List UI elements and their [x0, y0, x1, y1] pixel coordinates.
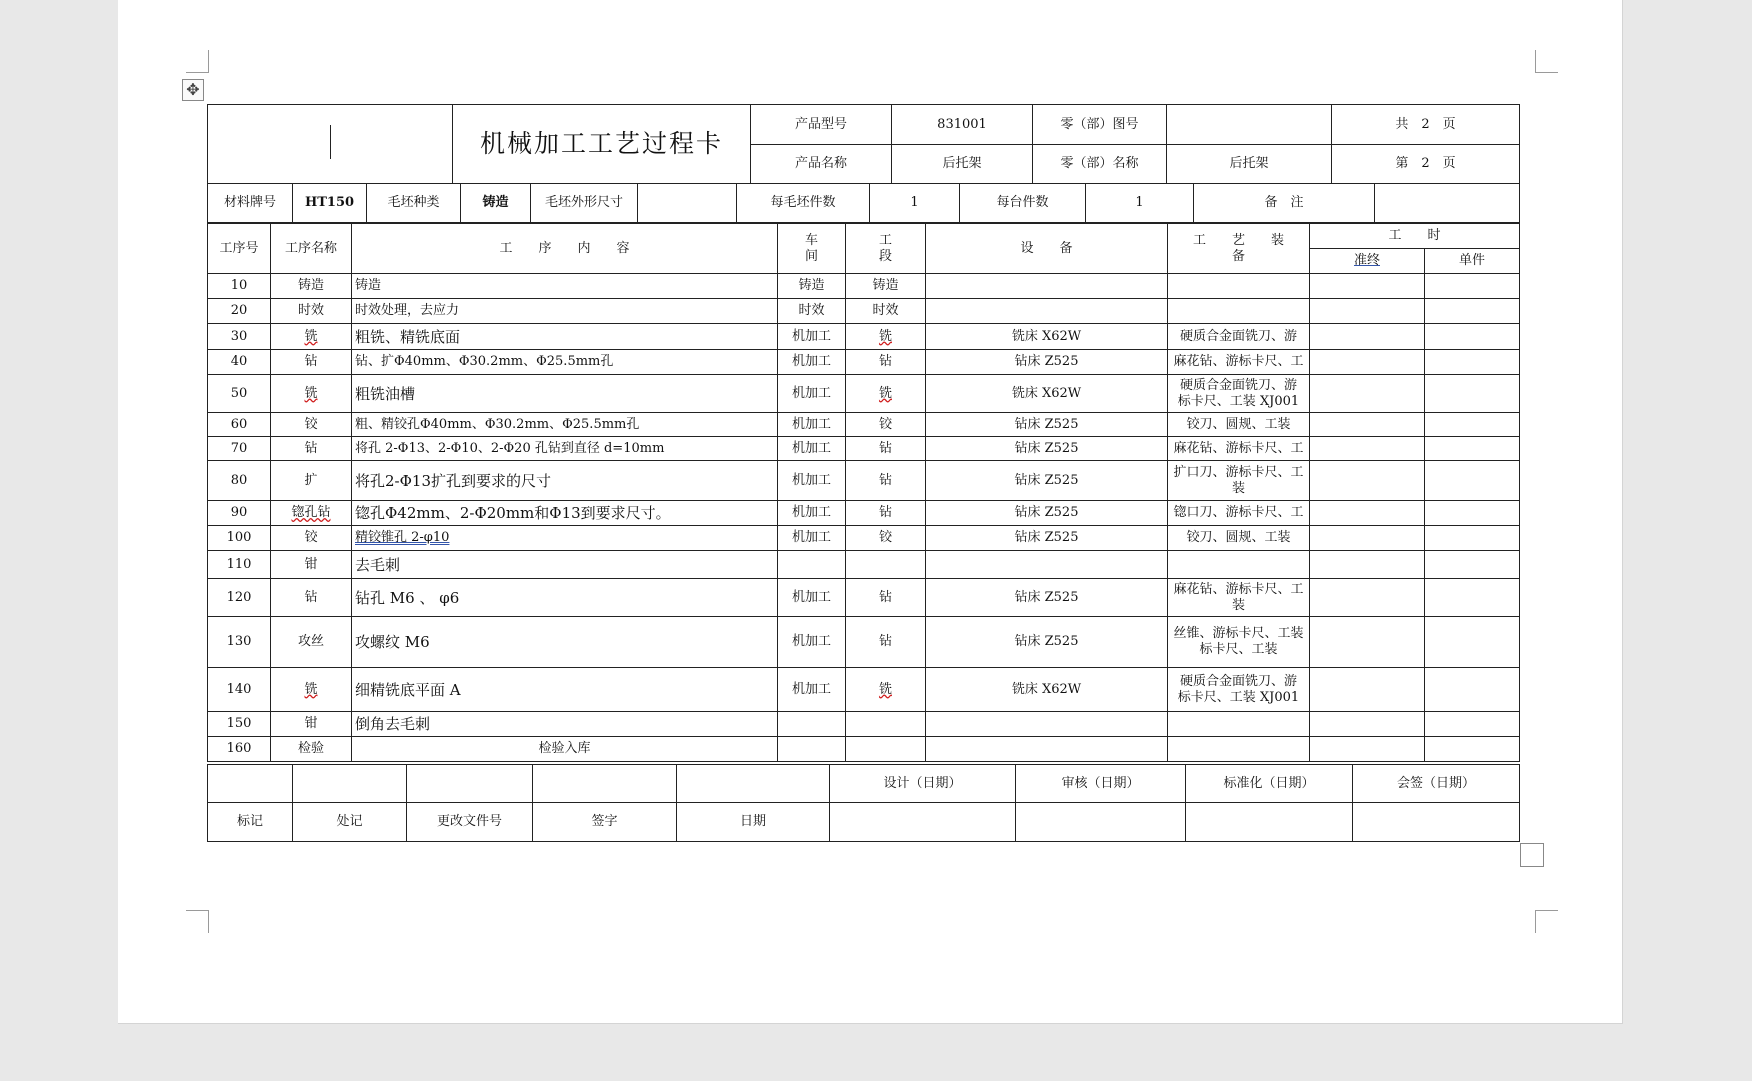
op-content[interactable]: 将孔 2-Φ13、2-Φ10、2-Φ20 孔钻到直径 d=10mm	[352, 437, 778, 461]
op-section[interactable]: 铰	[846, 526, 926, 551]
process-row	[208, 375, 1520, 413]
review-date-value[interactable]	[1016, 803, 1186, 842]
signature-label: 签字	[533, 803, 677, 842]
part-drawing-label: 零（部）图号	[1033, 105, 1167, 145]
op-content[interactable]: 粗铣油槽	[352, 375, 778, 413]
op-number[interactable]: 160	[208, 737, 271, 762]
logo-cell[interactable]	[208, 105, 453, 184]
op-tooling[interactable]: 硬质合金面铣刀、游	[1168, 324, 1310, 350]
op-content[interactable]: 锪孔Φ42mm、2-Φ20mm和Φ13到要求尺寸。	[352, 501, 778, 526]
op-tooling[interactable]: 麻花钻、游标卡尺、工	[1168, 437, 1310, 461]
op-tooling[interactable]: 铰刀、圆规、工装	[1168, 413, 1310, 437]
process-row	[208, 324, 1520, 350]
unit-time[interactable]	[1425, 526, 1520, 551]
op-number[interactable]: 130	[208, 617, 271, 668]
countersign-date-label: 会签（日期）	[1353, 765, 1520, 803]
part-drawing-value[interactable]	[1167, 105, 1332, 145]
pieces-per-blank-label: 每毛坯件数	[737, 184, 870, 223]
unit-time[interactable]	[1425, 712, 1520, 737]
header-table	[207, 104, 1520, 184]
op-tooling[interactable]: 铰刀、圆规、工装	[1168, 526, 1310, 551]
op-workshop[interactable]: 机加工	[778, 668, 846, 712]
op-tooling[interactable]	[1168, 299, 1310, 324]
review-date-label: 审核（日期）	[1016, 765, 1186, 803]
op-number[interactable]: 140	[208, 668, 271, 712]
table-resize-handle[interactable]	[1520, 843, 1544, 867]
op-equipment[interactable]: 钻床 Z525	[926, 617, 1168, 668]
signoff-blank-3[interactable]	[407, 765, 533, 803]
unit-time[interactable]	[1425, 274, 1520, 299]
process-row	[208, 712, 1520, 737]
op-equipment[interactable]: 钻床 Z525	[926, 350, 1168, 375]
op-workshop[interactable]	[778, 551, 846, 579]
unit-time[interactable]	[1425, 299, 1520, 324]
op-tooling[interactable]	[1168, 551, 1310, 579]
part-name-value[interactable]: 后托架	[1167, 145, 1332, 184]
col-unit: 单件	[1425, 249, 1520, 274]
op-workshop[interactable]: 机加工	[778, 350, 846, 375]
op-number[interactable]: 80	[208, 461, 271, 501]
process-row	[208, 350, 1520, 375]
prep-time[interactable]	[1310, 579, 1425, 617]
unit-time[interactable]	[1425, 737, 1520, 762]
op-workshop[interactable]: 机加工	[778, 324, 846, 350]
op-tooling[interactable]: 麻花钻、游标卡尺、工 装	[1168, 579, 1310, 617]
unit-time[interactable]	[1425, 501, 1520, 526]
col-op-name: 工序名称	[271, 224, 352, 274]
margin-mark-top-right	[1535, 50, 1558, 73]
unit-time[interactable]	[1425, 375, 1520, 413]
op-tooling[interactable]: 丝锥、游标卡尺、工装 标卡尺、工装	[1168, 617, 1310, 668]
op-content[interactable]: 检验入库	[352, 737, 778, 762]
op-tooling[interactable]	[1168, 712, 1310, 737]
op-section[interactable]	[846, 712, 926, 737]
op-workshop[interactable]: 机加工	[778, 617, 846, 668]
op-equipment[interactable]: 钻床 Z525	[926, 413, 1168, 437]
col-tooling: 工 艺 装 备	[1168, 224, 1310, 274]
prep-time[interactable]	[1310, 274, 1425, 299]
op-number[interactable]: 110	[208, 551, 271, 579]
op-number[interactable]: 90	[208, 501, 271, 526]
col-op-no: 工序号	[208, 224, 271, 274]
op-name[interactable]: 铣	[271, 375, 352, 413]
op-content[interactable]: 钻孔 M6 、 φ6	[352, 579, 778, 617]
op-equipment[interactable]	[926, 737, 1168, 762]
op-equipment[interactable]: 铣床 X62W	[926, 324, 1168, 350]
op-content[interactable]: 时效处理，去应力	[352, 299, 778, 324]
op-section[interactable]: 钻	[846, 437, 926, 461]
prep-time[interactable]	[1310, 299, 1425, 324]
margin-mark-bottom-right	[1535, 910, 1558, 933]
op-number[interactable]: 10	[208, 274, 271, 299]
process-row	[208, 579, 1520, 617]
op-number[interactable]: 150	[208, 712, 271, 737]
op-name[interactable]: 钳	[271, 551, 352, 579]
prep-time[interactable]	[1310, 324, 1425, 350]
col-hours: 工 时	[1310, 224, 1520, 249]
unit-time[interactable]	[1425, 579, 1520, 617]
process-row	[208, 437, 1520, 461]
col-content: 工 序 内 容	[352, 224, 778, 274]
signoff-blank-1[interactable]	[208, 765, 293, 803]
design-date-label: 设计（日期）	[830, 765, 1016, 803]
op-section[interactable]	[846, 737, 926, 762]
process-row	[208, 617, 1520, 668]
op-tooling[interactable]	[1168, 274, 1310, 299]
process-row	[208, 413, 1520, 437]
op-number[interactable]: 30	[208, 324, 271, 350]
process-row	[208, 526, 1520, 551]
prep-time[interactable]	[1310, 737, 1425, 762]
op-content[interactable]: 铸造	[352, 274, 778, 299]
op-content[interactable]: 倒角去毛刺	[352, 712, 778, 737]
op-section[interactable]: 铣	[846, 668, 926, 712]
process-row	[208, 299, 1520, 324]
op-section[interactable]: 铸造	[846, 274, 926, 299]
op-name[interactable]: 铣	[271, 324, 352, 350]
process-row	[208, 461, 1520, 501]
op-number[interactable]: 20	[208, 299, 271, 324]
op-name[interactable]: 时效	[271, 299, 352, 324]
standardize-date-value[interactable]	[1186, 803, 1353, 842]
op-workshop[interactable]: 机加工	[778, 437, 846, 461]
process-row	[208, 737, 1520, 762]
total-pages: 共 2 页	[1332, 105, 1520, 145]
op-name[interactable]: 扩	[271, 461, 352, 501]
unit-time[interactable]	[1425, 668, 1520, 712]
op-tooling[interactable]: 硬质合金面铣刀、游 标卡尺、工装 XJ001	[1168, 375, 1310, 413]
op-equipment[interactable]: 钻床 Z525	[926, 501, 1168, 526]
op-content[interactable]: 钻、扩Φ40mm、Φ30.2mm、Φ25.5mm孔	[352, 350, 778, 375]
location-label: 处记	[293, 803, 407, 842]
margin-mark-bottom-left	[186, 910, 209, 933]
blank-size-value[interactable]	[638, 184, 737, 223]
op-workshop[interactable]: 机加工	[778, 375, 846, 413]
op-name[interactable]: 锪孔钻	[271, 501, 352, 526]
op-tooling[interactable]: 麻花钻、游标卡尺、工	[1168, 350, 1310, 375]
op-equipment[interactable]	[926, 551, 1168, 579]
part-name-label: 零（部）名称	[1033, 145, 1167, 184]
op-name[interactable]: 铰	[271, 413, 352, 437]
op-content[interactable]: 细精铣底平面 A	[352, 668, 778, 712]
op-content[interactable]: 粗铣、精铣底面	[352, 324, 778, 350]
op-name[interactable]: 铰	[271, 526, 352, 551]
op-workshop[interactable]: 机加工	[778, 526, 846, 551]
op-equipment[interactable]	[926, 299, 1168, 324]
op-section[interactable]: 钻	[846, 350, 926, 375]
countersign-date-value[interactable]	[1353, 803, 1520, 842]
op-name[interactable]: 钳	[271, 712, 352, 737]
op-content[interactable]: 将孔2-Φ13扩孔到要求的尺寸	[352, 461, 778, 501]
op-tooling[interactable]: 扩口刀、游标卡尺、工 装	[1168, 461, 1310, 501]
op-number[interactable]: 60	[208, 413, 271, 437]
signoff-table	[207, 764, 1520, 842]
op-content[interactable]: 攻螺纹 M6	[352, 617, 778, 668]
op-number[interactable]: 120	[208, 579, 271, 617]
op-content[interactable]: 精铰锥孔 2-φ10	[352, 526, 778, 551]
op-name[interactable]: 铣	[271, 668, 352, 712]
op-workshop[interactable]: 铸造	[778, 274, 846, 299]
material-grade-label: 材料牌号	[208, 184, 293, 223]
blank-type-label: 毛坯种类	[367, 184, 461, 223]
op-number[interactable]: 70	[208, 437, 271, 461]
col-section: 工 段	[846, 224, 926, 274]
signoff-blank-2[interactable]	[293, 765, 407, 803]
op-equipment[interactable]: 铣床 X62W	[926, 375, 1168, 413]
op-section[interactable]: 铣	[846, 324, 926, 350]
margin-mark-top-left	[186, 50, 209, 73]
process-table	[207, 223, 1520, 762]
remarks-value[interactable]	[1375, 184, 1520, 223]
op-name[interactable]: 钻	[271, 350, 352, 375]
op-content[interactable]: 粗、精铰孔Φ40mm、Φ30.2mm、Φ25.5mm孔	[352, 413, 778, 437]
unit-time[interactable]	[1425, 413, 1520, 437]
prep-time[interactable]	[1310, 526, 1425, 551]
pieces-per-unit-label: 每台件数	[960, 184, 1086, 223]
op-workshop[interactable]: 机加工	[778, 413, 846, 437]
unit-time[interactable]	[1425, 350, 1520, 375]
op-workshop[interactable]	[778, 737, 846, 762]
page-number: 第 2 页	[1332, 145, 1520, 184]
op-number[interactable]: 40	[208, 350, 271, 375]
op-equipment[interactable]: 钻床 Z525	[926, 437, 1168, 461]
op-section[interactable]: 铣	[846, 375, 926, 413]
prep-time[interactable]	[1310, 350, 1425, 375]
op-number[interactable]: 50	[208, 375, 271, 413]
op-equipment[interactable]	[926, 712, 1168, 737]
prep-time[interactable]	[1310, 501, 1425, 526]
op-section[interactable]: 钻	[846, 579, 926, 617]
text-cursor	[330, 125, 331, 159]
op-section[interactable]: 铰	[846, 413, 926, 437]
op-equipment[interactable]: 钻床 Z525	[926, 579, 1168, 617]
prep-time[interactable]	[1310, 668, 1425, 712]
standardize-date-label: 标准化（日期）	[1186, 765, 1353, 803]
process-row	[208, 551, 1520, 579]
date-label: 日期	[677, 803, 830, 842]
table-move-handle-icon[interactable]: ✥	[182, 79, 204, 101]
process-row	[208, 274, 1520, 299]
op-workshop[interactable]: 机加工	[778, 501, 846, 526]
unit-time[interactable]	[1425, 437, 1520, 461]
material-table	[207, 183, 1520, 223]
pieces-per-blank-value[interactable]: 1	[870, 184, 960, 223]
op-tooling[interactable]: 锪口刀、游标卡尺、工	[1168, 501, 1310, 526]
op-number[interactable]: 100	[208, 526, 271, 551]
op-section[interactable]: 钻	[846, 617, 926, 668]
unit-time[interactable]	[1425, 617, 1520, 668]
product-model-label: 产品型号	[751, 105, 892, 145]
op-equipment[interactable]: 钻床 Z525	[926, 461, 1168, 501]
blank-size-label: 毛坯外形尺寸	[531, 184, 638, 223]
pieces-per-unit-value[interactable]: 1	[1086, 184, 1194, 223]
material-grade-value[interactable]: HT150	[293, 184, 367, 223]
op-equipment[interactable]: 铣床 X62W	[926, 668, 1168, 712]
product-model-value[interactable]: 831001	[892, 105, 1033, 145]
op-tooling[interactable]: 硬质合金面铣刀、游 标卡尺、工装 XJ001	[1168, 668, 1310, 712]
unit-time[interactable]	[1425, 551, 1520, 579]
op-name[interactable]: 检验	[271, 737, 352, 762]
op-section[interactable]: 钻	[846, 461, 926, 501]
op-workshop[interactable]: 机加工	[778, 579, 846, 617]
signoff-blank-5[interactable]	[677, 765, 830, 803]
op-tooling[interactable]	[1168, 737, 1310, 762]
prep-time[interactable]	[1310, 712, 1425, 737]
op-workshop[interactable]: 时效	[778, 299, 846, 324]
mark-label: 标记	[208, 803, 293, 842]
op-section[interactable]	[846, 551, 926, 579]
blank-type-value[interactable]: 铸造	[461, 184, 531, 223]
op-section[interactable]: 时效	[846, 299, 926, 324]
col-workshop: 车 间	[778, 224, 846, 274]
op-section[interactable]: 钻	[846, 501, 926, 526]
op-content[interactable]: 去毛刺	[352, 551, 778, 579]
design-date-value[interactable]	[830, 803, 1016, 842]
op-name[interactable]: 攻丝	[271, 617, 352, 668]
op-name[interactable]: 钻	[271, 579, 352, 617]
prep-time[interactable]	[1310, 375, 1425, 413]
prep-time[interactable]	[1310, 413, 1425, 437]
unit-time[interactable]	[1425, 324, 1520, 350]
page-title: 机械加工工艺过程卡	[453, 105, 751, 184]
product-name-label: 产品名称	[751, 145, 892, 184]
prep-time[interactable]	[1310, 617, 1425, 668]
prep-time[interactable]	[1310, 437, 1425, 461]
op-workshop[interactable]	[778, 712, 846, 737]
prep-time[interactable]	[1310, 551, 1425, 579]
prep-time[interactable]	[1310, 461, 1425, 501]
product-name-value[interactable]: 后托架	[892, 145, 1033, 184]
col-prep: 准终	[1310, 249, 1425, 274]
process-row	[208, 501, 1520, 526]
op-name[interactable]: 钻	[271, 437, 352, 461]
col-equipment: 设 备	[926, 224, 1168, 274]
change-doc-label: 更改文件号	[407, 803, 533, 842]
op-name[interactable]: 铸造	[271, 274, 352, 299]
unit-time[interactable]	[1425, 461, 1520, 501]
remarks-label: 备 注	[1194, 184, 1375, 223]
op-equipment[interactable]: 钻床 Z525	[926, 526, 1168, 551]
op-equipment[interactable]	[926, 274, 1168, 299]
signoff-blank-4[interactable]	[533, 765, 677, 803]
op-workshop[interactable]: 机加工	[778, 461, 846, 501]
process-row	[208, 668, 1520, 712]
